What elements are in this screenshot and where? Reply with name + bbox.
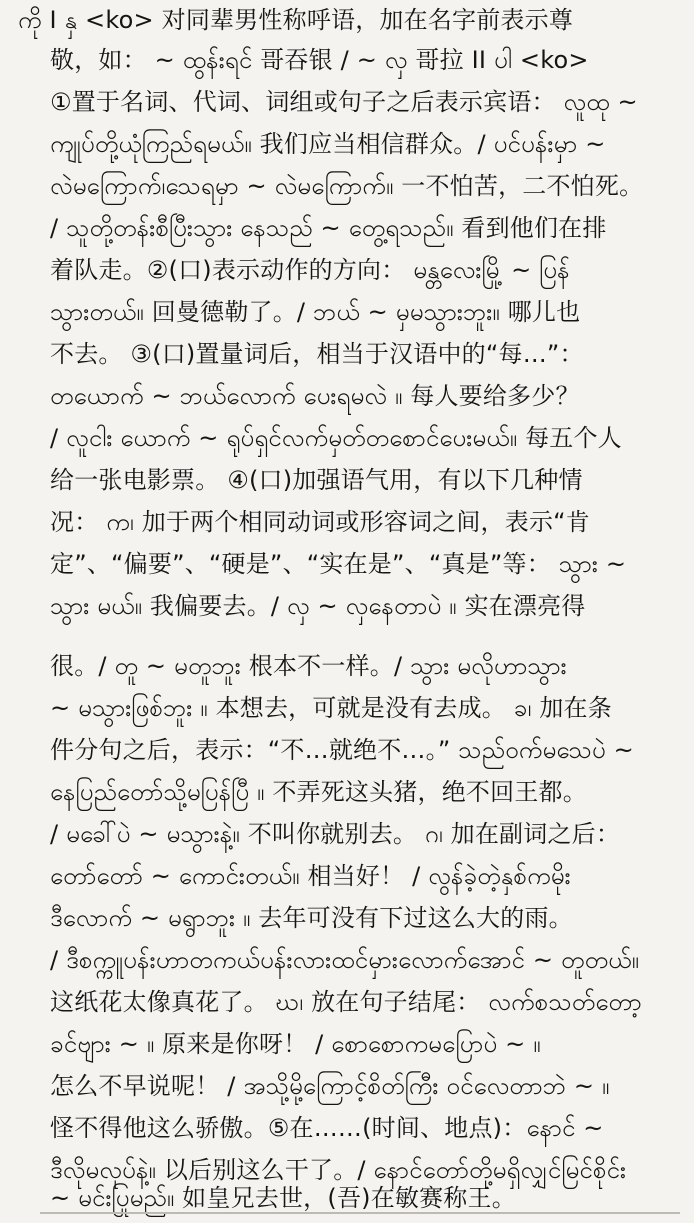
text-line: 怪不得他这么骄傲。⑤在……(时间、地点)：နောင် ~	[50, 1114, 604, 1142]
text-line: ကို I နှ <ko> 对同辈男性称呼语，加在名字前表示尊	[18, 6, 574, 34]
text-line: 给一张电影票。 ④(口)加强语气用，有以下几种情	[50, 466, 583, 494]
text-line: 着队走。②(口)表示动作的方向： မန္တလေးမြို့ ~ ပြန်	[50, 256, 570, 284]
text-line: / သူတို့တန်းစီပြီးသွား နေသည် ~ တွေ့ရသည်။ 看到他们在排	[50, 214, 607, 242]
text-line: ဒီလိုမလုပ်နဲ့။ 以后别这么干了。/ နောင်တော်တို့မရှိလျှင်မြင်စိုင်း	[50, 1156, 627, 1184]
text-line: ①置于名词、代词、词组或句子之后表示宾语： လူထု ~	[50, 88, 638, 116]
text-line: ~ မင်းပြုမည်။ 如皇兄去世，(吾)在敏赛称王。	[50, 1184, 516, 1212]
text-line: 敬，如： ~ ထွန်းရင် 哥吞银 / ~ လှ 哥拉 II ပါ <ko>	[50, 46, 589, 74]
text-line: 况： က၊ 加于两个相同动词或形容词之间，表示“肯	[50, 508, 590, 536]
page-bottom-rule	[40, 1212, 680, 1214]
text-line: ခင်ဗျား ~ ။ 原来是你呀！ / စောစောကမပြောပဲ ~ ။	[50, 1030, 541, 1058]
text-line: နေပြည်တော်သို့မပြန်ပြီ ။ 不弄死这头猪，绝不回王都。	[50, 778, 587, 806]
text-line: 不去。 ③(口)置量词后，相当于汉语中的“每…”：	[50, 340, 584, 368]
text-line: 怎么不早说呢！ / အသို့မို့ကြောင့်စိတ်ကြီး ဝင်လေတာဘဲ ~ ။	[50, 1072, 610, 1100]
text-line: ~ မသွားဖြစ်ဘူး ။ 本想去，可就是没有去成。 ခ၊ 加在条	[50, 694, 612, 722]
text-line: သွားတယ်။ 回曼德勒了。/ ဘယ် ~ မှမသွားဘူး။ 哪儿也	[50, 298, 581, 326]
text-line: တော်တော် ~ ကောင်းတယ်။ 相当好！ / လွန်ခဲ့တဲ့နှစ်ကမိုး	[50, 862, 571, 890]
text-line: တယောက် ~ ဘယ်လောက် ပေးရမလဲ ။ 每人要给多少？	[50, 382, 580, 410]
text-line: / လူငါး ယောက် ~ ရုပ်ရှင်လက်မှတ်တစောင်ပေးမယ်။ 每五个人	[50, 424, 622, 452]
text-line: 件分句之后，表示：“不…就绝不…。” သည်ဝက်မသေပဲ ~	[50, 736, 634, 764]
text-line: 定”、“偏要”、“硬是”、“实在是”、“真是”等： သွား ~	[50, 550, 627, 578]
text-line: သွား မယ်။ 我偏要去。/ လှ ~ လှနေတာပဲ ။ 实在漂亮得	[50, 592, 586, 620]
text-line: / မခေါ်ပဲ ~ မသွားနဲ့။ 不叫你就别去。 ဂ၊ 加在副词之后：	[50, 820, 621, 848]
text-line: လဲမကြောက်၊သေရမှာ ~ လဲမကြောက်။ 一不怕苦，二不怕死。	[50, 172, 644, 200]
text-line: / ဒီစက္ကူပန်းဟာတကယ်ပန်းလားထင်မှားလောက်အောင် ~ တူတယ်။	[50, 946, 640, 974]
text-line: ဒီလောက် ~ မရွာဘူး ။ 去年可没有下过这么大的雨。	[50, 904, 573, 932]
text-line: 很。/ တူ ~ မတူဘူး 根本不一样。/ သွား မလိုဟာသွား	[50, 652, 567, 680]
text-line: ကျုပ်တို့ယုံကြည်ရမယ်။ 我们应当相信群众。/ ပင်ပန်းမှာ ~	[50, 130, 606, 158]
text-line: 这纸花太像真花了。 ဃ၊ 放在句子结尾： လက်စသတ်တော့	[50, 988, 642, 1016]
